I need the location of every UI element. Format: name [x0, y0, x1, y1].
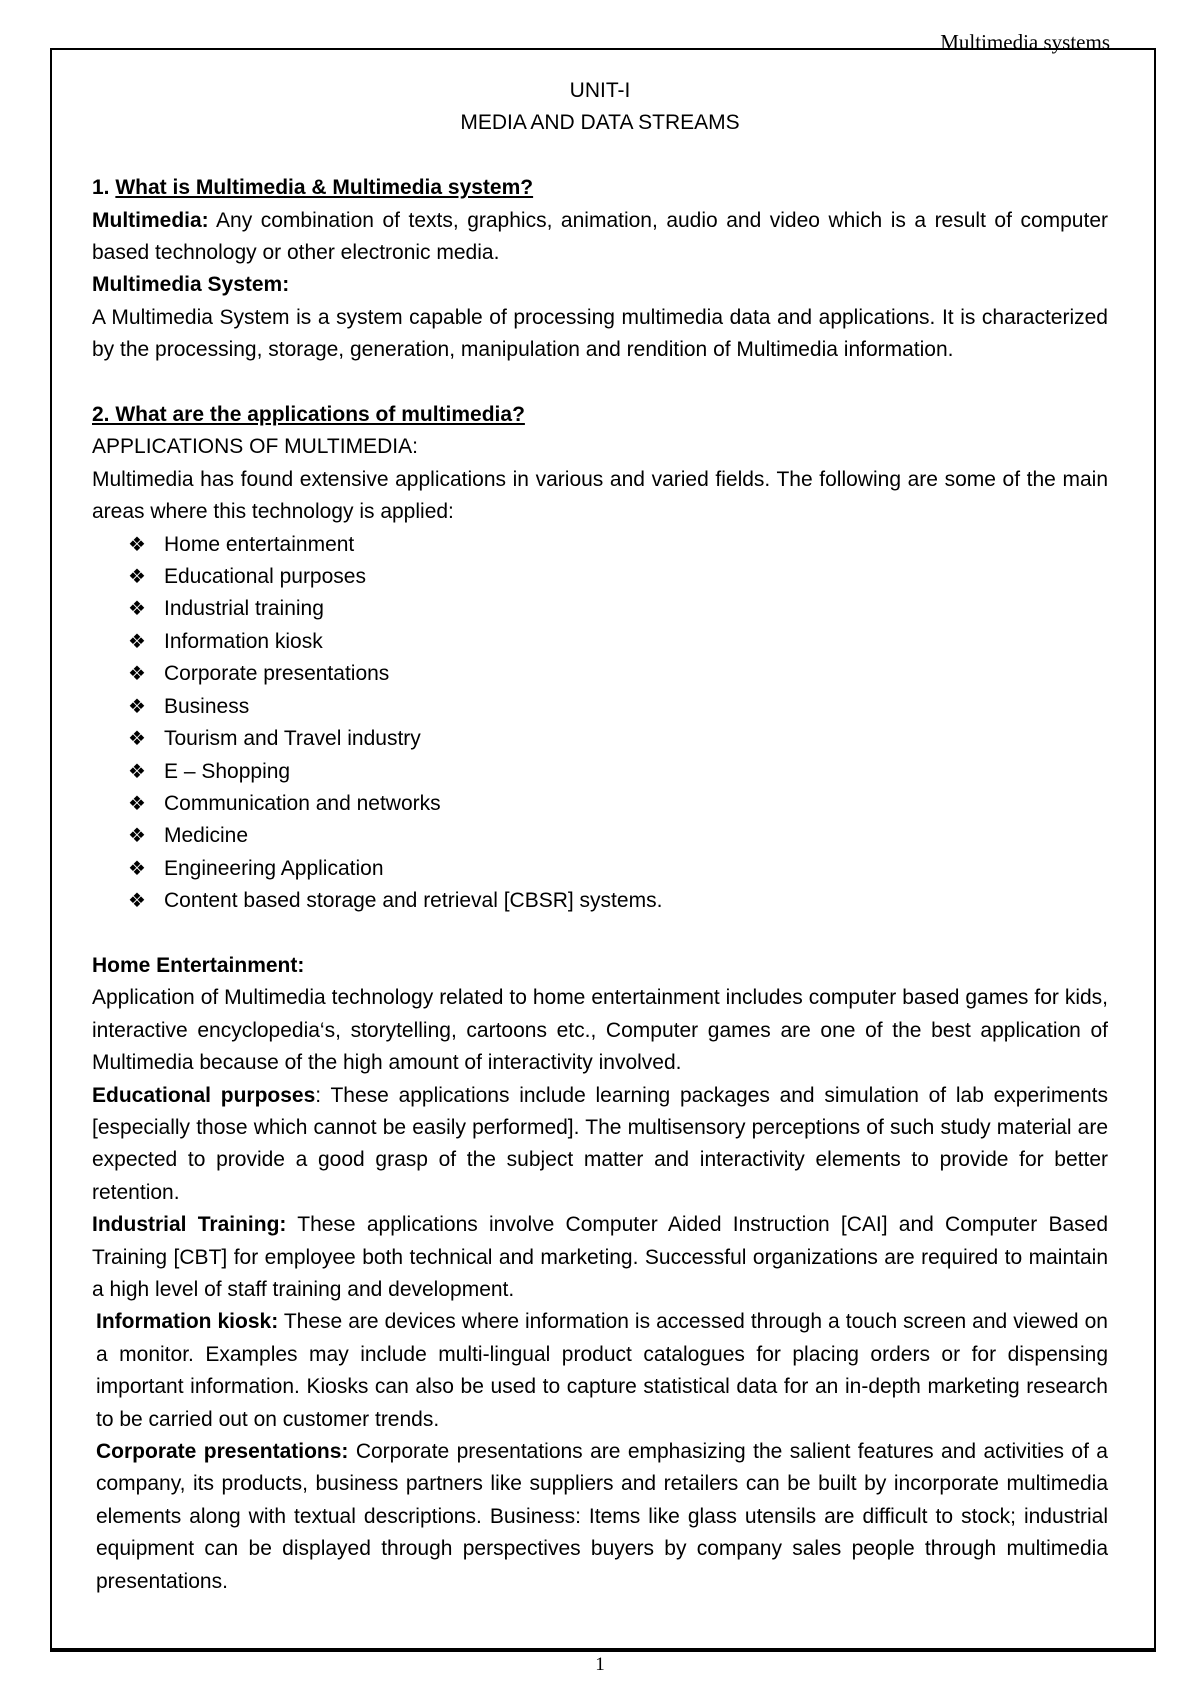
industrial-training-paragraph: Industrial Training: These applications involve Computer Aided Instruction [CAI] and Computer Based Training [CBT] for employee both technical and marketing. Successful organizations are required to maintain a high level of staff training and development. — [92, 1213, 1108, 1301]
question-2: 2. What are the applications of multimedia? — [92, 403, 525, 427]
applications-intro: Multimedia has found extensive applications in various and varied fields. The following are some of the main areas where this technology is applied: — [92, 467, 1108, 524]
list-item: ❖ Content based storage and retrieval [CBSR] systems. — [128, 885, 1108, 917]
industrial-training-label: Industrial Training: — [92, 1213, 287, 1237]
diamond-bullet-icon: ❖ — [128, 598, 146, 621]
list-item: ❖ Industrial training — [128, 593, 1108, 625]
multimedia-system-label: Multimedia System: — [92, 273, 290, 297]
list-item: ❖ Medicine — [128, 820, 1108, 852]
unit-heading: UNIT-I — [569, 79, 631, 102]
information-kiosk-label: Information kiosk: — [96, 1310, 279, 1334]
educational-purposes-paragraph: Educational purposes: These applications include learning packages and simulation of lab experiments [especially those which cannot be easily performed]. The multisensory perceptions of such study material are expected to provide a good grasp of the subject matter and interactivity elements to provide for better retention. — [92, 1083, 1109, 1204]
question-1-number: 1. — [92, 176, 116, 200]
diamond-bullet-icon: ❖ — [128, 630, 146, 653]
page-number: 1 — [595, 1654, 605, 1675]
list-item: ❖ Corporate presentations — [128, 658, 1108, 690]
diamond-bullet-icon: ❖ — [128, 533, 146, 556]
corporate-presentations-label: Corporate presentations: — [96, 1440, 349, 1464]
list-item: ❖ E – Shopping — [128, 756, 1108, 788]
multimedia-label: Multimedia: — [92, 208, 209, 232]
multimedia-text: Any combination of texts, graphics, animation, audio and video which is a result of computer based technology or other electronic media. — [92, 208, 1108, 265]
question-1 — [92, 172, 1108, 204]
applications-heading: APPLICATIONS OF MULTIMEDIA: — [92, 435, 418, 459]
applications-list — [92, 529, 1108, 918]
list-item: ❖ Home entertainment — [128, 529, 1108, 561]
list-item: ❖ Business — [128, 691, 1108, 723]
page-content — [92, 75, 1108, 1598]
list-item: ❖ Tourism and Travel industry — [128, 723, 1108, 755]
diamond-bullet-icon: ❖ — [128, 728, 146, 751]
corporate-presentations-paragraph: Corporate presentations: Corporate presentations are emphasizing the salient features and activities of a company, its products, business partners like suppliers and retailers can be built by incorporate multimedia elements along with textual descriptions. Business: Items like glass utensils are difficult to stock; industrial equipment can be displayed through perspectives buyers by company sales people through multimedia presentations. — [96, 1440, 1108, 1593]
list-item: ❖ Engineering Application — [128, 853, 1108, 885]
multimedia-definition — [92, 205, 1108, 270]
diamond-bullet-icon: ❖ — [128, 825, 146, 848]
list-item: ❖ Information kiosk — [128, 626, 1108, 658]
diamond-bullet-icon: ❖ — [128, 663, 146, 686]
diamond-bullet-icon: ❖ — [128, 566, 146, 589]
home-entertainment-text: Application of Multimedia technology related to home entertainment includes computer based games for kids, interactive encyclopedia‘s, storytelling, cartoons etc., Computer games are one of the best application of Multimedia because of the high amount of interactivity involved. — [92, 986, 1108, 1075]
information-kiosk-paragraph: Information kiosk: These are devices where information is accessed through a touch screen and viewed on a monitor. Examples may include multi-lingual product catalogues for placing orders or for dispensing important information. Kiosks can also be used to capture statistical data for an in-depth marketing research to be carried out on customer trends. — [96, 1310, 1108, 1431]
diamond-bullet-icon: ❖ — [128, 695, 146, 718]
list-item: ❖ Communication and networks — [128, 788, 1108, 820]
diamond-bullet-icon: ❖ — [128, 760, 146, 783]
question-1-text: What is Multimedia & Multimedia system? — [115, 176, 534, 200]
diamond-bullet-icon: ❖ — [128, 857, 146, 880]
diamond-bullet-icon: ❖ — [128, 890, 146, 913]
list-item: ❖ Educational purposes — [128, 561, 1108, 593]
educational-purposes-label: Educational purposes — [92, 1083, 316, 1107]
page-title: MEDIA AND DATA STREAMS — [460, 111, 740, 135]
running-header: Multimedia systems — [940, 30, 1110, 54]
diamond-bullet-icon: ❖ — [128, 792, 146, 815]
home-entertainment-label: Home Entertainment: — [92, 953, 305, 977]
multimedia-system-text: A Multimedia System is a system capable of processing multimedia data and applications. It is characterized by the processing, storage, generation, manipulation and rendition of Multimedia information. — [92, 305, 1108, 362]
